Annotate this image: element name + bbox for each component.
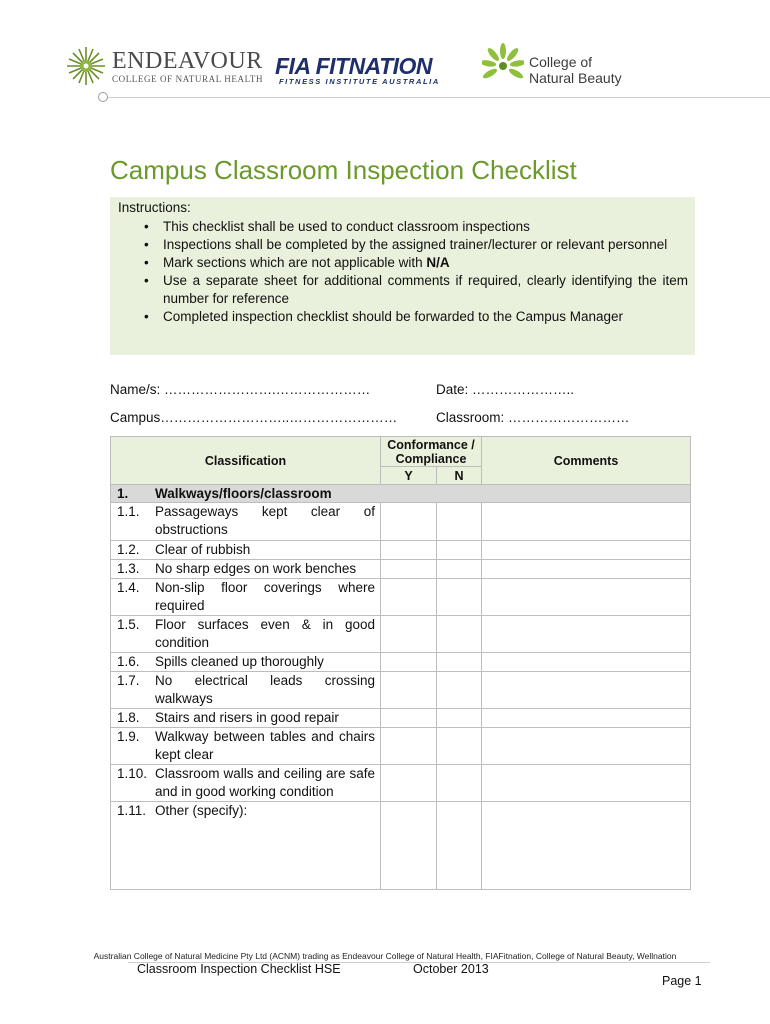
table-row (111, 503, 691, 541)
classification-header: Classification (111, 437, 381, 485)
no-checkbox[interactable] (437, 802, 482, 890)
table-row (111, 672, 691, 709)
no-checkbox[interactable] (437, 503, 482, 541)
item-text: No electrical leads crossing walkways (155, 672, 381, 709)
table-header-row (111, 437, 691, 467)
no-checkbox[interactable] (437, 728, 482, 765)
no-header: N (437, 467, 482, 485)
section-row (111, 485, 691, 503)
page-number: Page 1 (662, 974, 702, 988)
instruction-text: Completed inspection checklist should be forwarded to the Campus Manager (163, 309, 624, 324)
footer-legal-text: Australian College of Natural Medicine Pty Ltd (ACNM) trading as Endeavour College of Natural Health, FIAFitnation, College of Natural Beauty, Wellnation (93, 951, 677, 961)
endeavour-logo (66, 44, 264, 92)
college-natural-beauty-wordmark (529, 54, 622, 86)
table-row (111, 653, 691, 672)
yes-checkbox[interactable] (381, 802, 437, 890)
no-checkbox[interactable] (437, 579, 482, 616)
no-checkbox[interactable] (437, 672, 482, 709)
item-number: 1.6. (111, 653, 155, 672)
item-number: 1.3. (111, 560, 155, 579)
table-row (111, 579, 691, 616)
cnb-line-1: College of (529, 54, 593, 70)
item-text: Spills cleaned up thoroughly (155, 653, 381, 672)
yes-header: Y (381, 467, 437, 485)
instruction-text: Use a separate sheet for additional comments if required, clearly identifying the item number for reference (163, 273, 688, 306)
footer-document-name: Classroom Inspection Checklist HSE (137, 962, 341, 976)
item-text: Non-slip floor coverings where required (155, 579, 381, 616)
yes-checkbox[interactable] (381, 579, 437, 616)
item-number: 1.5. (111, 616, 155, 653)
na-marker: N/A (426, 255, 450, 270)
inspection-checklist-table (110, 436, 691, 890)
table-row (111, 560, 691, 579)
yes-checkbox[interactable] (381, 503, 437, 541)
item-text: Other (specify): (155, 802, 381, 890)
leaf-icon (482, 42, 524, 90)
instructions-list (110, 218, 688, 326)
item-number: 1.1. (111, 503, 155, 541)
section-number: 1. (111, 485, 155, 503)
item-number: 1.2. (111, 541, 155, 560)
item-number: 1.4. (111, 579, 155, 616)
item-text: Clear of rubbish (155, 541, 381, 560)
footer-date: October 2013 (413, 962, 489, 976)
college-natural-beauty-logo (482, 42, 652, 92)
endeavour-wordmark: ENDEAVOUR (112, 48, 263, 74)
instruction-text: Mark sections which are not applicable with (163, 255, 427, 270)
item-number: 1.9. (111, 728, 155, 765)
comments-cell[interactable] (482, 765, 691, 802)
item-text: Walkway between tables and chairs kept clear (155, 728, 381, 765)
comments-cell[interactable] (482, 802, 691, 890)
section-title: Walkways/floors/classroom (155, 485, 691, 503)
comments-header: Comments (482, 437, 691, 485)
instruction-item (110, 254, 688, 272)
comments-cell[interactable] (482, 579, 691, 616)
yes-checkbox[interactable] (381, 728, 437, 765)
header-divider (104, 97, 770, 98)
comments-cell[interactable] (482, 709, 691, 728)
comments-cell[interactable] (482, 541, 691, 560)
no-checkbox[interactable] (437, 653, 482, 672)
item-number: 1.10. (111, 765, 155, 802)
campus-field[interactable]: Campus………………………..…………………… (110, 410, 398, 425)
table-row (111, 728, 691, 765)
no-checkbox[interactable] (437, 560, 482, 579)
no-checkbox[interactable] (437, 541, 482, 560)
instruction-text: This checklist shall be used to conduct classroom inspections (163, 219, 530, 234)
yes-checkbox[interactable] (381, 709, 437, 728)
instruction-item (110, 272, 688, 308)
yes-checkbox[interactable] (381, 653, 437, 672)
comments-cell[interactable] (482, 653, 691, 672)
comments-cell[interactable] (482, 560, 691, 579)
item-text: Classroom walls and ceiling are safe and in good working condition (155, 765, 381, 802)
no-checkbox[interactable] (437, 616, 482, 653)
item-text: Stairs and risers in good repair (155, 709, 381, 728)
table-row (111, 765, 691, 802)
instruction-item (110, 308, 688, 326)
comments-cell[interactable] (482, 616, 691, 653)
comments-cell[interactable] (482, 503, 691, 541)
item-number: 1.7. (111, 672, 155, 709)
yes-checkbox[interactable] (381, 616, 437, 653)
names-field[interactable]: Name/s: …………………….………………… (110, 382, 371, 397)
instructions-heading: Instructions: (118, 200, 191, 215)
item-number: 1.11. (111, 802, 155, 890)
endeavour-subtitle: COLLEGE OF NATURAL HEALTH (112, 74, 264, 84)
fia-fitnation-logo (275, 55, 455, 89)
comments-cell[interactable] (482, 728, 691, 765)
table-row (111, 541, 691, 560)
fia-wordmark: FIA FITNATION (275, 53, 433, 79)
yes-checkbox[interactable] (381, 541, 437, 560)
instructions-box (110, 197, 695, 355)
item-number: 1.8. (111, 709, 155, 728)
table-row (111, 709, 691, 728)
table-row (111, 616, 691, 653)
item-text: Passageways kept clear of obstructions (155, 503, 381, 541)
conformance-header: Conformance / Compliance (381, 437, 482, 467)
page-title: Campus Classroom Inspection Checklist (110, 155, 577, 185)
comments-cell[interactable] (482, 672, 691, 709)
classroom-field[interactable]: Classroom: ……………………… (436, 410, 630, 425)
date-field[interactable]: Date: ………………….. (436, 382, 575, 397)
table-row (111, 802, 691, 890)
no-checkbox[interactable] (437, 765, 482, 802)
instruction-item (110, 218, 688, 236)
endeavour-star-icon (66, 44, 106, 88)
item-text: Floor surfaces even & in good condition (155, 616, 381, 653)
fia-subtitle: FITNESS INSTITUTE AUSTRALIA (279, 77, 440, 86)
cnb-line-2: Natural Beauty (529, 70, 622, 86)
instruction-item (110, 236, 688, 254)
yes-checkbox[interactable] (381, 765, 437, 802)
yes-checkbox[interactable] (381, 672, 437, 709)
yes-checkbox[interactable] (381, 560, 437, 579)
item-text: No sharp edges on work benches (155, 560, 381, 579)
no-checkbox[interactable] (437, 709, 482, 728)
header-divider-circle-icon (98, 92, 108, 102)
instruction-text: Inspections shall be completed by the assigned trainer/lecturer or relevant personnel (163, 237, 668, 252)
